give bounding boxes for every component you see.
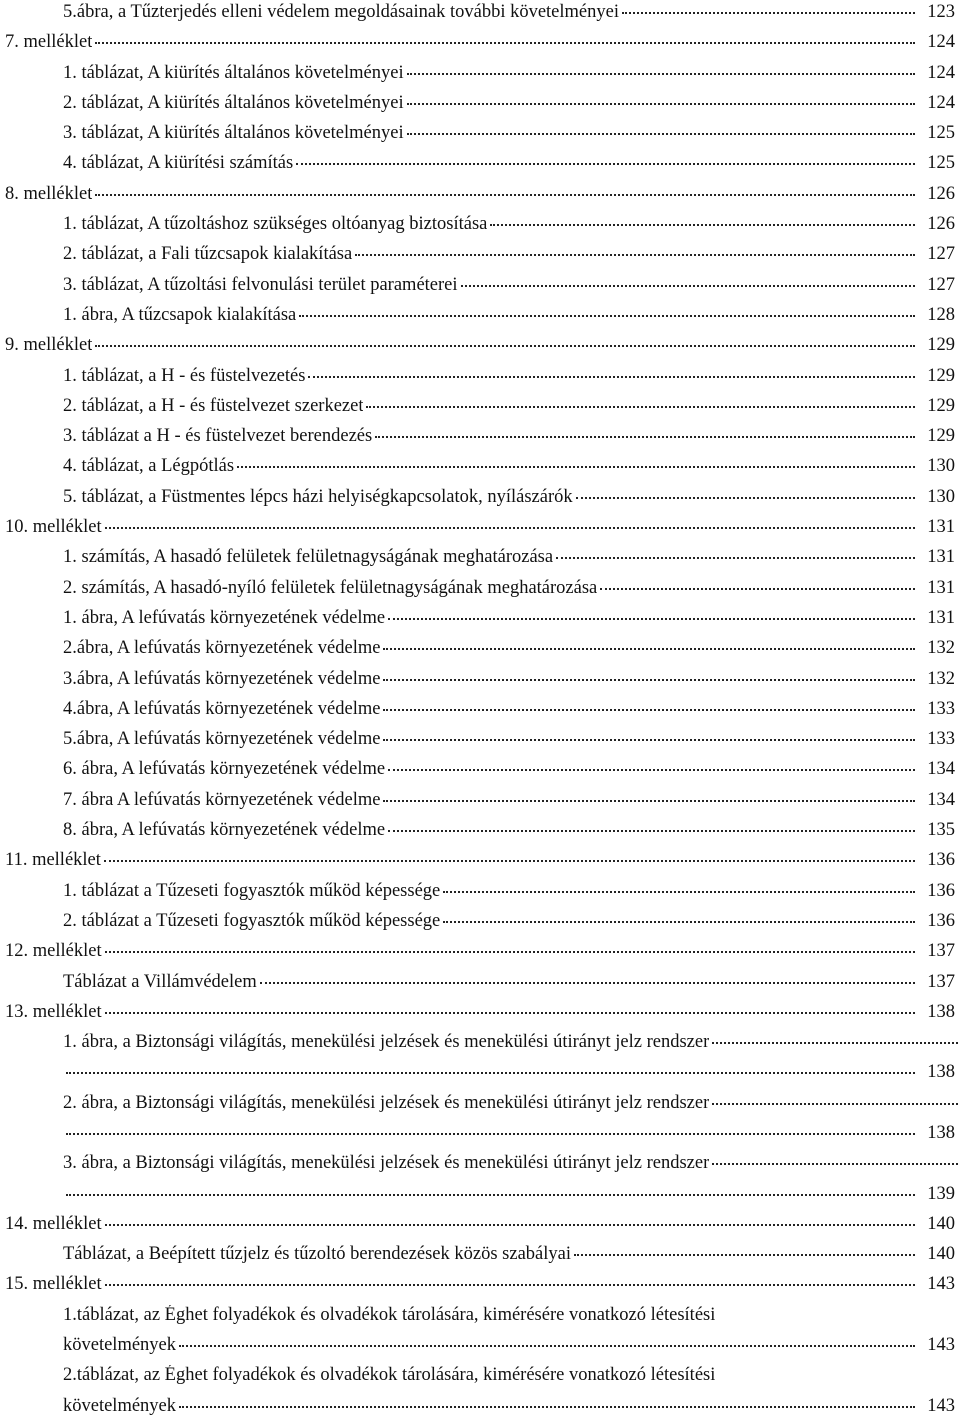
dot-leader bbox=[383, 709, 915, 711]
toc-page-number: 138 bbox=[927, 1122, 955, 1143]
toc-entry[interactable] bbox=[0, 909, 960, 939]
toc-entry[interactable] bbox=[0, 485, 960, 515]
toc-page-number: 134 bbox=[927, 789, 955, 810]
toc-entry-title: 4. táblázat, A kiürítési számítás bbox=[63, 153, 294, 174]
toc-entry-title: 3. táblázat a H - és füstelvezet berendezés bbox=[63, 426, 373, 447]
toc-entry-title: 5.ábra, A lefúvatás környezetének védelme bbox=[63, 729, 381, 750]
toc-entry-title: 3. ábra, a Biztonsági világítás, menekülési jelzések és menekülési útirányt jelz rendszer bbox=[63, 1153, 710, 1174]
dot-leader bbox=[383, 648, 915, 650]
toc-page-number: 143 bbox=[927, 1395, 955, 1416]
dot-leader bbox=[383, 739, 915, 741]
toc-entry[interactable] bbox=[0, 303, 960, 333]
dot-leader bbox=[296, 163, 915, 165]
dot-leader bbox=[308, 376, 915, 378]
toc-entry-title: 2. táblázat a Tűzeseti fogyasztók működ képessége bbox=[63, 910, 441, 931]
toc-page-number: 140 bbox=[927, 1213, 955, 1234]
dot-leader bbox=[105, 1224, 915, 1226]
toc-page-number: 136 bbox=[927, 850, 955, 871]
dot-leader bbox=[461, 285, 915, 287]
toc-entry-title: 1.táblázat, az Éghet folyadékok és olvadékok tárolására, kimérésére vonatkozó létesítési bbox=[63, 1304, 716, 1325]
toc-page-number: 127 bbox=[927, 274, 955, 295]
toc-entry[interactable] bbox=[0, 697, 960, 727]
toc-entry[interactable] bbox=[0, 545, 960, 575]
toc-entry[interactable] bbox=[0, 121, 960, 151]
toc-page-number: 137 bbox=[927, 971, 955, 992]
toc-section-entry[interactable] bbox=[0, 182, 960, 212]
toc-entry-title: 5. táblázat, a Füstmentes lépcs házi helyiségkapcsolatok, nyílászárók bbox=[63, 486, 573, 507]
toc-page-number: 125 bbox=[927, 123, 955, 144]
toc-entry[interactable] bbox=[0, 273, 960, 303]
dot-leader bbox=[407, 133, 915, 135]
toc-entry-title: 2. táblázat, A kiürítés általános követelményei bbox=[63, 92, 404, 113]
dot-leader bbox=[95, 194, 915, 196]
dot-leader bbox=[105, 1012, 915, 1014]
dot-leader bbox=[355, 254, 915, 256]
toc-entry-title: 4. táblázat, a Légpótlás bbox=[63, 456, 235, 477]
toc-entry[interactable] bbox=[0, 818, 960, 848]
dot-leader bbox=[388, 830, 915, 832]
dot-leader bbox=[179, 1406, 915, 1408]
toc-entry[interactable] bbox=[0, 242, 960, 272]
toc-entry[interactable] bbox=[0, 212, 960, 242]
toc-entry-title: 2. ábra, a Biztonsági világítás, menekülési jelzések és menekülési útirányt jelz rendszer bbox=[63, 1092, 710, 1113]
toc-entry-title: 2. táblázat, a H - és füstelvezet szerkezet bbox=[63, 395, 364, 416]
toc-page-number: 136 bbox=[927, 880, 955, 901]
dot-leader bbox=[407, 73, 915, 75]
toc-entry-title: 8. ábra, A lefúvatás környezetének védelme bbox=[63, 820, 386, 841]
dot-leader bbox=[576, 497, 915, 499]
toc-page-number: 124 bbox=[927, 92, 955, 113]
toc-page-number: 131 bbox=[927, 607, 955, 628]
toc-page-number: 143 bbox=[927, 1335, 955, 1356]
toc-section-entry[interactable] bbox=[0, 939, 960, 969]
toc-entry[interactable] bbox=[0, 757, 960, 787]
toc-section-entry[interactable] bbox=[0, 1000, 960, 1030]
toc-page-number: 143 bbox=[927, 1274, 955, 1295]
toc-entry[interactable] bbox=[0, 788, 960, 818]
toc-entry[interactable] bbox=[0, 364, 960, 394]
toc-entry-title: 3. táblázat, A tűzoltási felvonulási terület paraméterei bbox=[63, 274, 458, 295]
dot-leader bbox=[383, 800, 915, 802]
toc-entry-title: 11. melléklet bbox=[5, 850, 101, 871]
toc-entry-title: 15. melléklet bbox=[5, 1274, 102, 1295]
toc-page-number: 138 bbox=[927, 1062, 955, 1083]
dot-leader bbox=[443, 891, 915, 893]
dot-leader bbox=[443, 921, 915, 923]
dot-leader bbox=[712, 1103, 958, 1105]
toc-page-number: 129 bbox=[927, 426, 955, 447]
toc-entry[interactable] bbox=[0, 61, 960, 91]
toc-section-entry[interactable] bbox=[0, 1212, 960, 1242]
toc-entry-title: 3. táblázat, A kiürítés általános követelményei bbox=[63, 123, 404, 144]
toc-entry-title: 14. melléklet bbox=[5, 1213, 102, 1234]
toc-entry-title: 10. melléklet bbox=[5, 517, 102, 538]
toc-page-number: 136 bbox=[927, 910, 955, 931]
dot-leader bbox=[366, 406, 915, 408]
toc-entry[interactable] bbox=[0, 1333, 960, 1363]
toc-entry-title: 7. ábra A lefúvatás környezetének védelme bbox=[63, 789, 381, 810]
toc-entry-title: 1. táblázat, A tűzoltáshoz szükséges oltóanyag biztosítása bbox=[63, 214, 488, 235]
toc-page-number: 125 bbox=[927, 153, 955, 174]
toc-entry[interactable] bbox=[0, 151, 960, 181]
toc-page-number: 135 bbox=[927, 820, 955, 841]
toc-page-number: 124 bbox=[927, 62, 955, 83]
toc-entry[interactable] bbox=[0, 606, 960, 636]
toc-entry[interactable] bbox=[0, 576, 960, 606]
toc-entry-title: követelmények bbox=[63, 1395, 177, 1416]
toc-page-number: 139 bbox=[927, 1183, 955, 1204]
toc-entry[interactable] bbox=[0, 879, 960, 909]
dot-leader bbox=[299, 315, 915, 317]
toc-entry[interactable] bbox=[0, 1303, 960, 1333]
toc-page-number: 131 bbox=[927, 517, 955, 538]
toc-page-number: 137 bbox=[927, 941, 955, 962]
toc-entry[interactable] bbox=[0, 0, 960, 30]
dot-leader bbox=[66, 1133, 915, 1135]
toc-page-number: 138 bbox=[927, 1001, 955, 1022]
toc-entry[interactable] bbox=[0, 1363, 960, 1393]
toc-entry-title: 2. táblázat, a Fali tűzcsapok kialakítása bbox=[63, 244, 353, 265]
toc-entry-title: 7. melléklet bbox=[5, 32, 93, 53]
dot-leader bbox=[95, 345, 915, 347]
toc-entry[interactable] bbox=[0, 424, 960, 454]
toc-entry[interactable] bbox=[0, 667, 960, 697]
toc-entry-title: 9. melléklet bbox=[5, 335, 93, 356]
toc-page-number: 131 bbox=[927, 547, 955, 568]
dot-leader bbox=[66, 1072, 915, 1074]
toc-page-number: 133 bbox=[927, 698, 955, 719]
toc-entry[interactable] bbox=[0, 636, 960, 666]
toc-entry-title: 12. melléklet bbox=[5, 941, 102, 962]
toc-entry-title: 3.ábra, A lefúvatás környezetének védelme bbox=[63, 668, 381, 689]
toc-entry-title: 8. melléklet bbox=[5, 183, 93, 204]
toc-page-number: 130 bbox=[927, 456, 955, 477]
dot-leader bbox=[712, 1163, 958, 1165]
toc-page-number: 129 bbox=[927, 335, 955, 356]
toc-page-number: 126 bbox=[927, 183, 955, 204]
dot-leader bbox=[375, 436, 915, 438]
toc-entry-title: 1. táblázat, a H - és füstelvezetés bbox=[63, 365, 306, 386]
toc-page-number: 132 bbox=[927, 668, 955, 689]
dot-leader bbox=[104, 860, 915, 862]
dot-leader bbox=[388, 769, 915, 771]
dot-leader bbox=[237, 466, 915, 468]
dot-leader bbox=[105, 1284, 915, 1286]
toc-entry-title: 2.ábra, A lefúvatás környezetének védelme bbox=[63, 638, 381, 659]
toc-section-entry[interactable] bbox=[0, 333, 960, 363]
toc-entry-title: követelmények bbox=[63, 1335, 177, 1356]
toc-page-number: 134 bbox=[927, 759, 955, 780]
toc-entry[interactable] bbox=[0, 394, 960, 424]
toc-entry[interactable] bbox=[0, 1030, 960, 1060]
dot-leader bbox=[490, 224, 915, 226]
toc-page-number: 140 bbox=[927, 1244, 955, 1265]
toc-page-number: 124 bbox=[927, 32, 955, 53]
toc-entry[interactable] bbox=[0, 1121, 960, 1151]
dot-leader bbox=[383, 679, 915, 681]
dot-leader bbox=[105, 951, 915, 953]
toc-page-number: 132 bbox=[927, 638, 955, 659]
toc-entry-title: 1. táblázat, A kiürítés általános követelményei bbox=[63, 62, 404, 83]
dot-leader bbox=[260, 982, 915, 984]
dot-leader bbox=[388, 618, 915, 620]
dot-leader bbox=[712, 1042, 958, 1044]
toc-page-number: 127 bbox=[927, 244, 955, 265]
toc-entry-title: 1. táblázat a Tűzeseti fogyasztók működ képessége bbox=[63, 880, 441, 901]
toc-section-entry[interactable] bbox=[0, 515, 960, 545]
dot-leader bbox=[622, 12, 915, 14]
dot-leader bbox=[66, 1194, 915, 1196]
dot-leader bbox=[95, 42, 915, 44]
toc-entry[interactable] bbox=[0, 1091, 960, 1121]
toc-section-entry[interactable] bbox=[0, 30, 960, 60]
toc-page-number: 131 bbox=[927, 577, 955, 598]
dot-leader bbox=[574, 1254, 915, 1256]
toc-section-entry[interactable] bbox=[0, 1272, 960, 1302]
toc-entry[interactable] bbox=[0, 1242, 960, 1272]
toc-entry[interactable] bbox=[0, 727, 960, 757]
toc-entry-title: 2. számítás, A hasadó-nyíló felületek felületnagyságának meghatározása bbox=[63, 577, 598, 598]
dot-leader bbox=[407, 103, 915, 105]
toc-entry-title: 2.táblázat, az Éghet folyadékok és olvadékok tárolására, kimérésére vonatkozó létesítési bbox=[63, 1365, 716, 1386]
toc-entry[interactable] bbox=[0, 970, 960, 1000]
toc-entry[interactable] bbox=[0, 1182, 960, 1212]
toc-page-number: 128 bbox=[927, 304, 955, 325]
toc-entry-title: 1. ábra, a Biztonsági világítás, menekülési jelzések és menekülési útirányt jelz rendszer bbox=[63, 1032, 710, 1053]
toc-entry-title: 1. ábra, A tűzcsapok kialakítása bbox=[63, 304, 297, 325]
toc-page-number: 129 bbox=[927, 365, 955, 386]
toc-entry-title: Táblázat, a Beépített tűzjelz és tűzoltó berendezések közös szabályai bbox=[63, 1244, 572, 1265]
toc-entry[interactable] bbox=[0, 1394, 960, 1424]
toc-entry-title: 5.ábra, a Tűzterjedés elleni védelem megoldásainak további követelményei bbox=[63, 2, 619, 22]
toc-entry-title: 13. melléklet bbox=[5, 1001, 102, 1022]
toc-page-number: 130 bbox=[927, 486, 955, 507]
toc-entry[interactable] bbox=[0, 1060, 960, 1090]
toc-page-number: 123 bbox=[927, 2, 955, 22]
toc-entry[interactable] bbox=[0, 91, 960, 121]
toc-page-number: 133 bbox=[927, 729, 955, 750]
dot-leader bbox=[179, 1345, 915, 1347]
toc-page-number: 129 bbox=[927, 395, 955, 416]
dot-leader bbox=[600, 588, 915, 590]
toc-entry[interactable] bbox=[0, 454, 960, 484]
toc-entry-title: 1. számítás, A hasadó felületek felületnagyságának meghatározása bbox=[63, 547, 554, 568]
toc-entry-title: 1. ábra, A lefúvatás környezetének védelme bbox=[63, 607, 386, 628]
dot-leader bbox=[556, 557, 915, 559]
toc-page-number: 126 bbox=[927, 214, 955, 235]
toc-entry-title: 4.ábra, A lefúvatás környezetének védelme bbox=[63, 698, 381, 719]
dot-leader bbox=[105, 527, 915, 529]
toc-entry-title: Táblázat a Villámvédelem bbox=[63, 971, 257, 992]
toc-entry[interactable] bbox=[0, 1151, 960, 1181]
toc-section-entry[interactable] bbox=[0, 848, 960, 878]
toc-entry-title: 6. ábra, A lefúvatás környezetének védelme bbox=[63, 759, 386, 780]
